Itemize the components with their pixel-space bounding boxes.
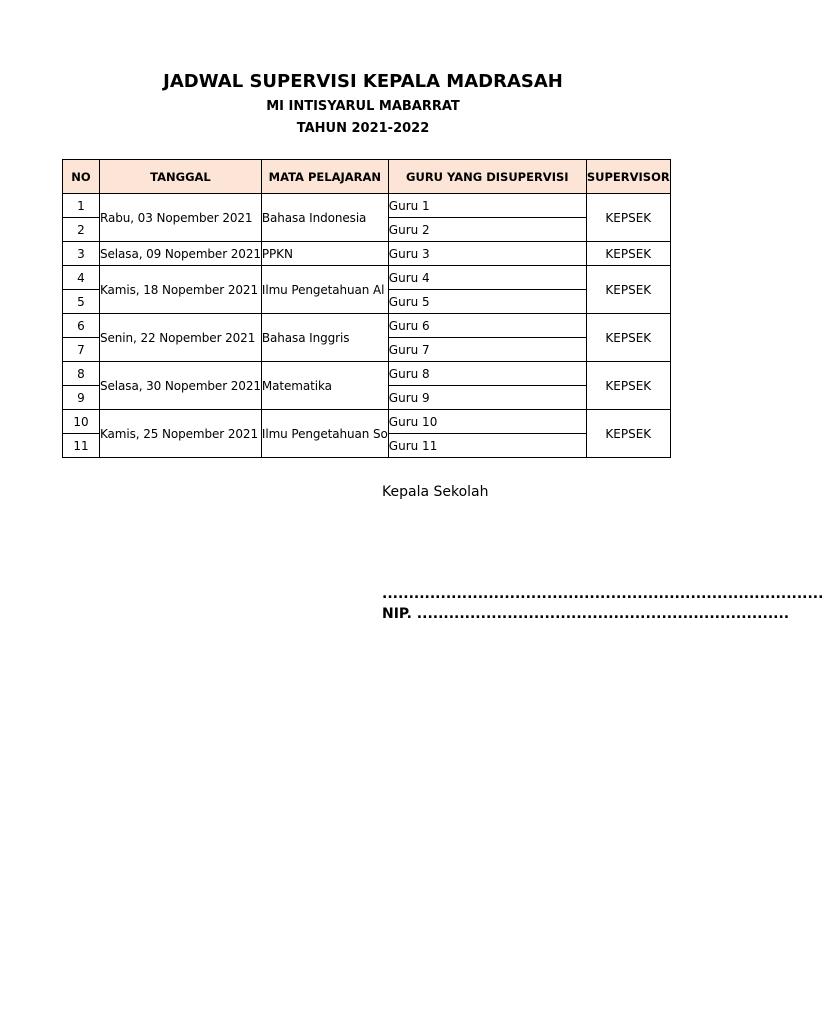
subject-cell: Ilmu Pengetahuan Al	[261, 266, 388, 314]
school-name: MI INTISYARUL MABARRAT	[266, 99, 460, 114]
table-header-row	[63, 160, 671, 194]
row-number: 5	[63, 290, 100, 314]
supervisor-cell: KEPSEK	[586, 194, 670, 242]
row-number: 8	[63, 362, 100, 386]
signature-title: Kepala Sekolah	[382, 484, 489, 500]
subject-cell: Matematika	[261, 362, 388, 410]
signature-nip-line: NIP. ......................................................................	[382, 606, 790, 622]
teacher-cell: Guru 2	[388, 218, 586, 242]
table-row	[63, 362, 671, 386]
teacher-cell: Guru 10	[388, 410, 586, 434]
date-cell: Selasa, 09 Nopember 2021	[100, 242, 262, 266]
row-number: 7	[63, 338, 100, 362]
subject-cell: PPKN	[261, 242, 388, 266]
table-row	[63, 266, 671, 290]
column-header-tanggal: TANGGAL	[100, 160, 262, 194]
subject-cell: Bahasa Inggris	[261, 314, 388, 362]
table-row	[63, 242, 671, 266]
date-cell: Rabu, 03 Nopember 2021	[100, 194, 262, 242]
teacher-cell: Guru 8	[388, 362, 586, 386]
row-number: 4	[63, 266, 100, 290]
academic-year: TAHUN 2021-2022	[296, 121, 430, 136]
supervisor-cell: KEPSEK	[586, 314, 670, 362]
teacher-cell: Guru 3	[388, 242, 586, 266]
date-cell: Kamis, 25 Nopember 2021	[100, 410, 262, 458]
signature-name-line: ...................................................................................	[382, 586, 823, 602]
teacher-cell: Guru 1	[388, 194, 586, 218]
schedule-table	[62, 159, 671, 458]
supervisor-cell: KEPSEK	[586, 362, 670, 410]
teacher-cell: Guru 11	[388, 434, 586, 458]
column-header-no: NO	[63, 160, 100, 194]
date-cell: Senin, 22 Nopember 2021	[100, 314, 262, 362]
row-number: 3	[63, 242, 100, 266]
column-header-guru: GURU YANG DISUPERVISI	[388, 160, 586, 194]
table-row	[63, 314, 671, 338]
teacher-cell: Guru 6	[388, 314, 586, 338]
teacher-cell: Guru 4	[388, 266, 586, 290]
supervisor-cell: KEPSEK	[586, 410, 670, 458]
date-cell: Selasa, 30 Nopember 2021	[100, 362, 262, 410]
row-number: 2	[63, 218, 100, 242]
column-header-mata-pelajaran: MATA PELAJARAN	[261, 160, 388, 194]
table-row	[63, 194, 671, 218]
supervisor-cell: KEPSEK	[586, 266, 670, 314]
teacher-cell: Guru 7	[388, 338, 586, 362]
row-number: 9	[63, 386, 100, 410]
table-row	[63, 410, 671, 434]
row-number: 11	[63, 434, 100, 458]
date-cell: Kamis, 18 Nopember 2021	[100, 266, 262, 314]
row-number: 10	[63, 410, 100, 434]
document-title: JADWAL SUPERVISI KEPALA MADRASAH	[163, 71, 563, 92]
row-number: 1	[63, 194, 100, 218]
supervisor-cell: KEPSEK	[586, 242, 670, 266]
subject-cell: Ilmu Pengetahuan So	[261, 410, 388, 458]
column-header-supervisor: SUPERVISOR	[586, 160, 670, 194]
subject-cell: Bahasa Indonesia	[261, 194, 388, 242]
row-number: 6	[63, 314, 100, 338]
teacher-cell: Guru 9	[388, 386, 586, 410]
teacher-cell: Guru 5	[388, 290, 586, 314]
